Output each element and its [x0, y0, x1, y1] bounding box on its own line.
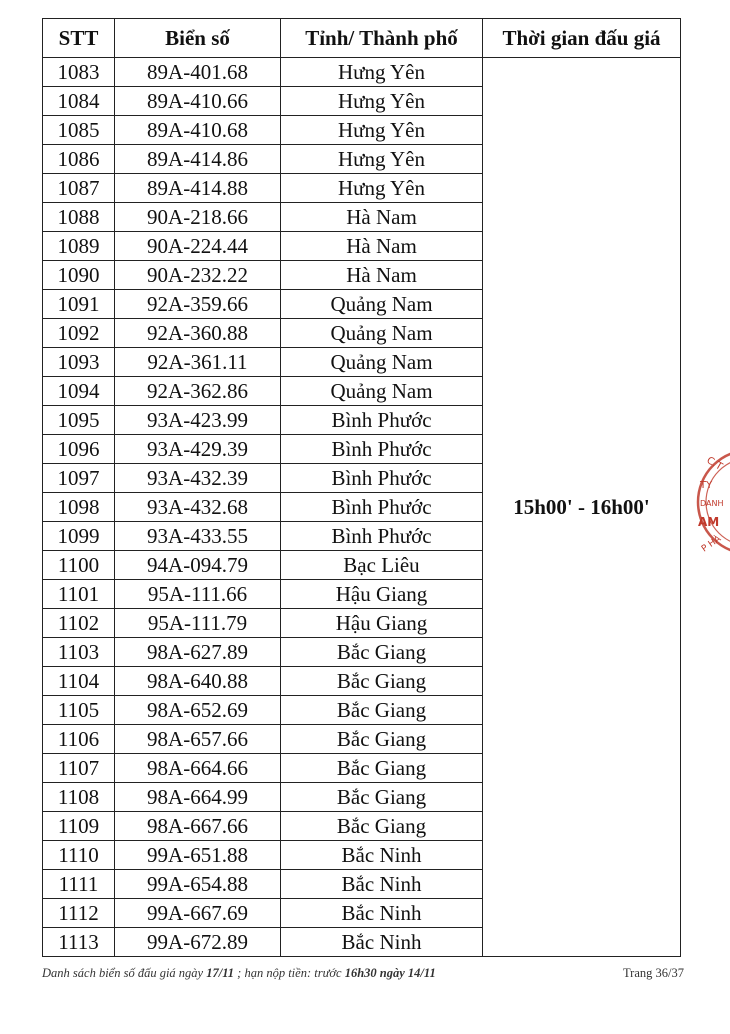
cell-stt: 1089 — [43, 232, 115, 261]
cell-stt: 1083 — [43, 58, 115, 87]
cell-province: Bắc Ninh — [281, 899, 483, 928]
footer-deadline: 16h30 ngày 14/11 — [344, 966, 436, 980]
header-stt: STT — [43, 19, 115, 58]
page-number: Trang 36/37 — [622, 966, 684, 980]
table-row — [43, 58, 681, 87]
cell-province: Bắc Ninh — [281, 870, 483, 899]
cell-plate: 89A-414.86 — [115, 145, 281, 174]
svg-text:P HÀ: P HÀ — [699, 534, 724, 555]
cell-stt: 1104 — [43, 667, 115, 696]
cell-stt: 1090 — [43, 261, 115, 290]
cell-plate: 99A-654.88 — [115, 870, 281, 899]
cell-province: Quảng Nam — [281, 348, 483, 377]
cell-stt: 1086 — [43, 145, 115, 174]
cell-province: Hà Nam — [281, 232, 483, 261]
cell-stt: 1098 — [43, 493, 115, 522]
cell-stt: 1103 — [43, 638, 115, 667]
cell-plate: 90A-218.66 — [115, 203, 281, 232]
cell-plate: 98A-664.66 — [115, 754, 281, 783]
cell-province: Hậu Giang — [281, 580, 483, 609]
header-plate: Biển số — [115, 19, 281, 58]
cell-stt: 1105 — [43, 696, 115, 725]
cell-plate: 93A-432.39 — [115, 464, 281, 493]
footer-date: 17/11 — [206, 966, 235, 980]
cell-plate: 98A-652.69 — [115, 696, 281, 725]
cell-plate: 98A-627.89 — [115, 638, 281, 667]
cell-plate: 95A-111.79 — [115, 609, 281, 638]
table-body — [43, 58, 681, 957]
header-province: Tỉnh/ Thành phố — [281, 19, 483, 58]
cell-stt: 1085 — [43, 116, 115, 145]
cell-stt: 1102 — [43, 609, 115, 638]
svg-text:C.T: C.T — [704, 455, 725, 473]
cell-plate: 92A-362.86 — [115, 377, 281, 406]
cell-stt: 1087 — [43, 174, 115, 203]
cell-plate: 89A-414.88 — [115, 174, 281, 203]
cell-stt: 1094 — [43, 377, 115, 406]
cell-plate: 93A-423.99 — [115, 406, 281, 435]
cell-plate: 90A-232.22 — [115, 261, 281, 290]
cell-plate: 98A-657.66 — [115, 725, 281, 754]
cell-province: Quảng Nam — [281, 290, 483, 319]
cell-plate: 93A-432.68 — [115, 493, 281, 522]
cell-stt: 1093 — [43, 348, 115, 377]
footer-middle: ; hạn nộp tiền: trước — [234, 966, 345, 980]
company-seal-stamp — [692, 432, 730, 572]
svg-text:TY: TY — [700, 480, 713, 491]
cell-plate: 92A-360.88 — [115, 319, 281, 348]
cell-stt: 1092 — [43, 319, 115, 348]
cell-stt: 1100 — [43, 551, 115, 580]
cell-province: Hà Nam — [281, 203, 483, 232]
cell-province: Hậu Giang — [281, 609, 483, 638]
cell-stt: 1091 — [43, 290, 115, 319]
cell-province: Bắc Giang — [281, 725, 483, 754]
cell-stt: 1099 — [43, 522, 115, 551]
cell-province: Bắc Giang — [281, 754, 483, 783]
cell-plate: 89A-410.66 — [115, 87, 281, 116]
cell-province: Quảng Nam — [281, 377, 483, 406]
cell-stt: 1112 — [43, 899, 115, 928]
cell-province: Bắc Giang — [281, 667, 483, 696]
cell-plate: 99A-667.69 — [115, 899, 281, 928]
cell-province: Hưng Yên — [281, 174, 483, 203]
cell-plate: 93A-429.39 — [115, 435, 281, 464]
cell-province: Hưng Yên — [281, 145, 483, 174]
cell-plate: 89A-410.68 — [115, 116, 281, 145]
cell-province: Quảng Nam — [281, 319, 483, 348]
svg-text:AM: AM — [698, 515, 720, 529]
cell-province: Bình Phước — [281, 406, 483, 435]
cell-stt: 1108 — [43, 783, 115, 812]
cell-plate: 92A-361.11 — [115, 348, 281, 377]
cell-province: Bắc Giang — [281, 638, 483, 667]
cell-province: Bình Phước — [281, 435, 483, 464]
cell-stt: 1084 — [43, 87, 115, 116]
cell-plate: 99A-651.88 — [115, 841, 281, 870]
cell-plate: 94A-094.79 — [115, 551, 281, 580]
table-header-row — [43, 19, 681, 58]
cell-plate: 93A-433.55 — [115, 522, 281, 551]
cell-province: Hưng Yên — [281, 58, 483, 87]
cell-plate: 98A-640.88 — [115, 667, 281, 696]
cell-stt: 1106 — [43, 725, 115, 754]
cell-stt: 1107 — [43, 754, 115, 783]
cell-auction-time: 15h00' - 16h00' — [483, 58, 681, 957]
header-time: Thời gian đấu giá — [483, 19, 681, 58]
cell-province: Bạc Liêu — [281, 551, 483, 580]
cell-province: Bắc Giang — [281, 812, 483, 841]
cell-stt: 1113 — [43, 928, 115, 957]
cell-province: Bắc Giang — [281, 783, 483, 812]
footer-note — [42, 966, 436, 981]
cell-stt: 1096 — [43, 435, 115, 464]
cell-province: Bình Phước — [281, 493, 483, 522]
cell-province: Bắc Ninh — [281, 928, 483, 957]
cell-province: Bắc Giang — [281, 696, 483, 725]
cell-province: Hưng Yên — [281, 87, 483, 116]
cell-province: Bình Phước — [281, 464, 483, 493]
cell-stt: 1111 — [43, 870, 115, 899]
cell-plate: 92A-359.66 — [115, 290, 281, 319]
cell-stt: 1109 — [43, 812, 115, 841]
cell-plate: 95A-111.66 — [115, 580, 281, 609]
auction-table — [42, 18, 681, 957]
cell-stt: 1110 — [43, 841, 115, 870]
cell-plate: 98A-667.66 — [115, 812, 281, 841]
svg-text:DANH: DANH — [700, 499, 724, 508]
cell-province: Hưng Yên — [281, 116, 483, 145]
cell-plate: 98A-664.99 — [115, 783, 281, 812]
cell-stt: 1095 — [43, 406, 115, 435]
cell-plate: 99A-672.89 — [115, 928, 281, 957]
cell-province: Bắc Ninh — [281, 841, 483, 870]
cell-stt: 1101 — [43, 580, 115, 609]
cell-stt: 1088 — [43, 203, 115, 232]
cell-stt: 1097 — [43, 464, 115, 493]
cell-province: Bình Phước — [281, 522, 483, 551]
cell-plate: 90A-224.44 — [115, 232, 281, 261]
cell-plate: 89A-401.68 — [115, 58, 281, 87]
cell-province: Hà Nam — [281, 261, 483, 290]
footer-prefix: Danh sách biển số đấu giá ngày — [42, 966, 207, 980]
